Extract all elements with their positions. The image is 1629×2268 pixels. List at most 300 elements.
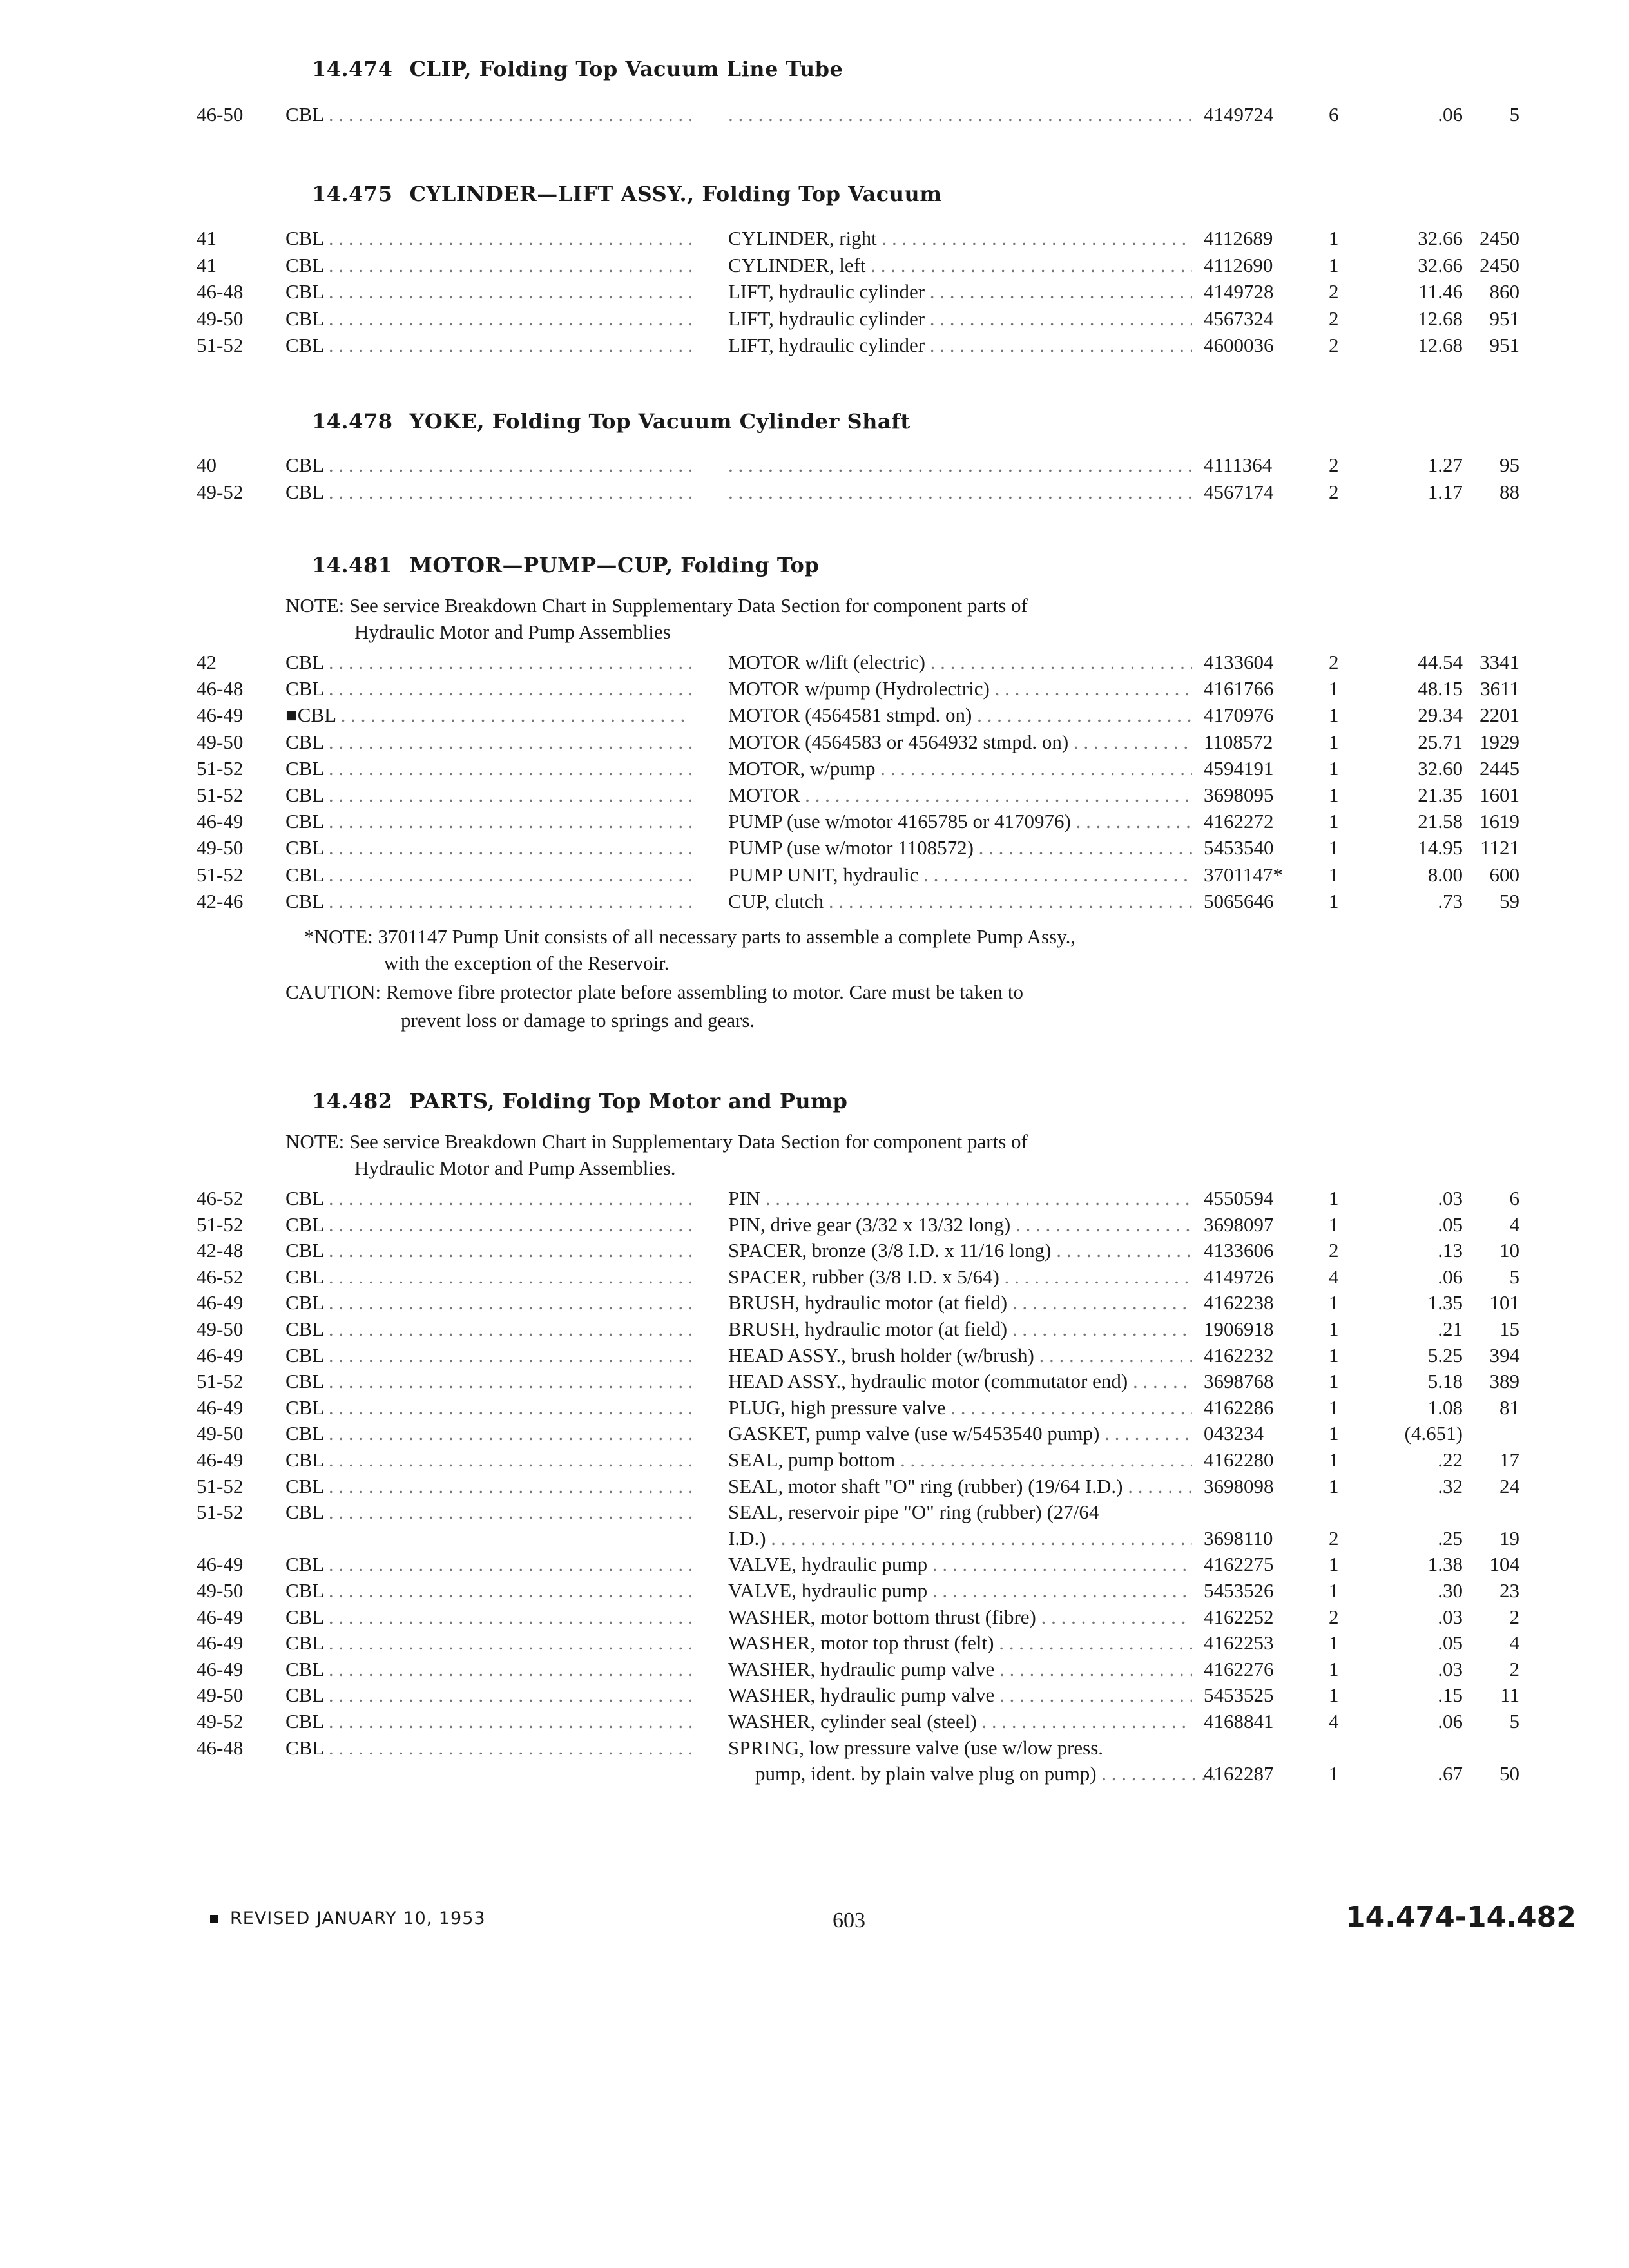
- model-years: 46-49: [197, 704, 244, 727]
- footnote: *NOTE: 3701147 Pump Unit consists of all necessary parts to assemble a complete Pump Assy.,: [304, 925, 1076, 948]
- part-number: 4133606: [1204, 1239, 1274, 1262]
- quantity: 1: [1329, 227, 1339, 249]
- weight: 2201: [1480, 704, 1519, 727]
- quantity: 2: [1329, 280, 1339, 303]
- model-years: 46-49: [197, 1631, 244, 1655]
- weight: 5: [1509, 1710, 1519, 1733]
- quantity: 1: [1329, 1370, 1339, 1393]
- model-years: 49-50: [197, 730, 244, 753]
- table-row: [0, 1631, 1629, 1658]
- part-number: 4162275: [1204, 1553, 1274, 1576]
- part-number: 4170976: [1204, 704, 1274, 727]
- body-type: CBL . . .: [285, 1213, 691, 1236]
- body-type: CBL . . .: [285, 757, 691, 780]
- part-number: 5453526: [1204, 1579, 1274, 1602]
- body-type: CBL . . .: [285, 1658, 691, 1681]
- quantity: 1: [1329, 253, 1339, 276]
- list-price: 1.38: [1427, 1553, 1463, 1576]
- weight: 951: [1489, 334, 1519, 357]
- part-description: HEAD ASSY., hydraulic motor (commutator end) . . .: [728, 1370, 1192, 1393]
- quantity: 1: [1329, 783, 1339, 806]
- part-description: SPRING, low pressure valve (use w/low press.: [728, 1736, 1104, 1759]
- part-number: 5065646: [1204, 889, 1274, 912]
- list-price: 1.08: [1427, 1396, 1463, 1419]
- body-type: CBL . . .: [285, 651, 691, 674]
- quantity: 1: [1329, 1448, 1339, 1471]
- quantity: 1: [1329, 1579, 1339, 1602]
- quantity: 1: [1329, 1343, 1339, 1367]
- weight: 59: [1499, 889, 1519, 912]
- quantity: 1: [1329, 1631, 1339, 1655]
- table-row: [0, 810, 1629, 837]
- list-price: 11.46: [1418, 280, 1463, 303]
- body-type: CBL . . .: [285, 1318, 691, 1341]
- weight: 5: [1509, 103, 1519, 126]
- list-price: .03: [1438, 1657, 1463, 1680]
- table-row: [0, 454, 1629, 481]
- list-price: 32.66: [1418, 227, 1463, 249]
- part-description: CYLINDER, right . . .: [728, 227, 1192, 250]
- weight: 1619: [1480, 810, 1519, 833]
- weight: 104: [1489, 1553, 1519, 1576]
- quantity: 1: [1329, 677, 1339, 700]
- list-price: 32.60: [1418, 756, 1463, 780]
- part-number: 4162286: [1204, 1396, 1274, 1419]
- quantity: 2: [1329, 454, 1339, 476]
- table-row: [0, 1396, 1629, 1423]
- part-number: 1906918: [1204, 1318, 1274, 1340]
- model-years: 51-52: [197, 863, 244, 886]
- model-years: 46-48: [197, 280, 244, 303]
- section-number: 14.482: [312, 1089, 393, 1113]
- list-price: .06: [1438, 1710, 1463, 1733]
- model-years: 41: [197, 227, 217, 249]
- list-price: 12.68: [1418, 307, 1463, 330]
- table-row: [0, 1291, 1629, 1318]
- part-description: pump, ident. by plain valve plug on pump) . . .: [755, 1762, 1219, 1785]
- quantity: 1: [1329, 1474, 1339, 1497]
- table-row: [0, 227, 1629, 254]
- section-heading: [312, 553, 819, 577]
- weight: 600: [1489, 863, 1519, 886]
- quantity: 1: [1329, 1396, 1339, 1419]
- list-price: .25: [1438, 1526, 1463, 1550]
- model-years: 51-52: [197, 1213, 244, 1236]
- section-heading: [312, 409, 911, 434]
- quantity: 1: [1329, 1684, 1339, 1707]
- model-years: 46-49: [197, 1553, 244, 1576]
- table-row: [0, 1527, 1629, 1554]
- part-description: CUP, clutch . . .: [728, 890, 1192, 913]
- model-years: 51-52: [197, 756, 244, 780]
- model-years: 46-49: [197, 1291, 244, 1314]
- quantity: 2: [1329, 1239, 1339, 1262]
- part-description: WASHER, hydraulic pump valve . . .: [728, 1658, 1192, 1681]
- table-row: [0, 254, 1629, 281]
- body-type: CBL . . .: [285, 334, 691, 357]
- section-note-continued: Hydraulic Motor and Pump Assemblies.: [354, 1157, 676, 1179]
- model-years: 46-48: [197, 1736, 244, 1759]
- table-row: [0, 1422, 1629, 1449]
- model-years: 46-52: [197, 1187, 244, 1209]
- table-row: [0, 1736, 1629, 1763]
- body-type: CBL . . .: [285, 1370, 691, 1393]
- weight: 1121: [1480, 836, 1519, 860]
- part-description: SEAL, motor shaft "O" ring (rubber) (19/64 I.D.) . . .: [728, 1475, 1192, 1498]
- list-price: 1.17: [1427, 480, 1463, 503]
- list-price: 21.35: [1418, 783, 1463, 806]
- quantity: 1: [1329, 1291, 1339, 1314]
- table-row: [0, 1239, 1629, 1266]
- model-years: 49-50: [197, 1579, 244, 1602]
- model-years: 51-52: [197, 783, 244, 806]
- part-number: 4567324: [1204, 307, 1274, 330]
- part-number: 4149728: [1204, 280, 1274, 303]
- list-price: .22: [1438, 1448, 1463, 1471]
- model-years: 51-52: [197, 1474, 244, 1497]
- part-description: WASHER, cylinder seal (steel) . . .: [728, 1710, 1192, 1733]
- part-description: VALVE, hydraulic pump . . .: [728, 1553, 1192, 1576]
- table-row: [0, 863, 1629, 890]
- list-price: .06: [1438, 103, 1463, 126]
- weight: 15: [1499, 1318, 1519, 1340]
- part-number: 3698110: [1204, 1526, 1273, 1550]
- list-price: 1.35: [1427, 1291, 1463, 1314]
- weight: 24: [1499, 1474, 1519, 1497]
- part-description: LIFT, hydraulic cylinder . . .: [728, 334, 1192, 357]
- weight: 2445: [1480, 756, 1519, 780]
- body-type: CBL . . .: [285, 1239, 691, 1262]
- weight: 17: [1499, 1448, 1519, 1471]
- part-description: WASHER, motor bottom thrust (fibre) . . .: [728, 1606, 1192, 1629]
- list-price: .05: [1438, 1213, 1463, 1236]
- section-note: NOTE: See service Breakdown Chart in Supplementary Data Section for component parts of: [285, 594, 1028, 617]
- revision-note: [210, 1908, 486, 1928]
- list-price: 25.71: [1418, 730, 1463, 753]
- body-type: CBL . . .: [285, 1579, 691, 1602]
- body-type: CBL . . .: [285, 103, 691, 126]
- weight: 3341: [1480, 651, 1519, 673]
- weight: 101: [1489, 1291, 1519, 1314]
- weight: 19: [1499, 1526, 1519, 1550]
- part-number: 4550594: [1204, 1187, 1274, 1209]
- table-row: [0, 103, 1629, 130]
- table-row: [0, 704, 1629, 731]
- weight: 4: [1509, 1213, 1519, 1236]
- list-price: 12.68: [1418, 334, 1463, 357]
- part-description: MOTOR . . .: [728, 783, 1192, 807]
- part-number: 4162232: [1204, 1343, 1274, 1367]
- group-range: 14.474-14.482: [1345, 1901, 1576, 1934]
- weight: 1929: [1480, 730, 1519, 753]
- part-number: 3698097: [1204, 1213, 1274, 1236]
- part-number: 4168841: [1204, 1710, 1274, 1733]
- quantity: 1: [1329, 1213, 1339, 1236]
- table-row: [0, 1684, 1629, 1711]
- model-years: 46-50: [197, 103, 244, 126]
- body-type: CBL . . .: [285, 1631, 691, 1655]
- table-row: [0, 1318, 1629, 1345]
- part-number: 3701147*: [1204, 863, 1283, 886]
- list-price: .30: [1438, 1579, 1463, 1602]
- revision-marker-icon: [210, 1915, 218, 1923]
- part-number: 4567174: [1204, 480, 1274, 503]
- part-number: 3698098: [1204, 1474, 1274, 1497]
- part-description: PUMP UNIT, hydraulic . . .: [728, 863, 1192, 887]
- quantity: 1: [1329, 1187, 1339, 1209]
- quantity: 6: [1329, 103, 1339, 126]
- list-price: .06: [1438, 1265, 1463, 1288]
- weight: 2450: [1480, 227, 1519, 249]
- part-number: 4133604: [1204, 651, 1274, 673]
- body-type: CBL . . .: [285, 677, 691, 700]
- model-years: 49-52: [197, 1710, 244, 1733]
- part-description: SEAL, pump bottom . . .: [728, 1448, 1192, 1472]
- part-number: 4112689: [1204, 227, 1273, 249]
- quantity: 1: [1329, 1318, 1339, 1340]
- table-row: [0, 1448, 1629, 1475]
- part-description: WASHER, motor top thrust (felt) . . .: [728, 1631, 1192, 1655]
- table-row: [0, 1370, 1629, 1397]
- part-description: I.D.) . . .: [728, 1527, 1192, 1550]
- quantity: 2: [1329, 480, 1339, 503]
- weight: 50: [1499, 1762, 1519, 1785]
- weight: 1601: [1480, 783, 1519, 806]
- model-years: 49-50: [197, 307, 244, 330]
- section-title: PARTS, Folding Top Motor and Pump: [409, 1089, 848, 1113]
- quantity: 1: [1329, 863, 1339, 886]
- caution-note-continued: prevent loss or damage to springs and gears.: [401, 1009, 755, 1032]
- model-years: 51-52: [197, 1370, 244, 1393]
- part-description: PUMP (use w/motor 4165785 or 4170976) . . .: [728, 810, 1192, 833]
- table-row: [0, 334, 1629, 361]
- body-type: CBL . . .: [285, 1396, 691, 1419]
- list-price: .21: [1438, 1318, 1463, 1340]
- weight: 3611: [1480, 677, 1519, 700]
- part-number: 4162287: [1204, 1762, 1274, 1785]
- quantity: 4: [1329, 1710, 1339, 1733]
- part-number: 4162272: [1204, 810, 1274, 833]
- part-description: PIN . . .: [728, 1187, 1192, 1210]
- list-price: 29.34: [1418, 704, 1463, 727]
- part-description: BRUSH, hydraulic motor (at field) . . .: [728, 1291, 1192, 1314]
- part-description: MOTOR (4564581 stmpd. on) . . .: [728, 704, 1192, 727]
- list-price: 48.15: [1418, 677, 1463, 700]
- list-price: .03: [1438, 1605, 1463, 1628]
- table-row: [0, 1658, 1629, 1685]
- weight: 6: [1509, 1187, 1519, 1209]
- body-type: CBL . . .: [285, 454, 691, 477]
- model-years: 41: [197, 253, 217, 276]
- model-years: 46-52: [197, 1265, 244, 1288]
- quantity: 2: [1329, 1605, 1339, 1628]
- section-note-continued: Hydraulic Motor and Pump Assemblies: [354, 620, 671, 643]
- model-years: 42-46: [197, 889, 244, 912]
- part-number: 4149726: [1204, 1265, 1274, 1288]
- weight: 389: [1489, 1370, 1519, 1393]
- model-years: 46-49: [197, 1605, 244, 1628]
- weight: 5: [1509, 1265, 1519, 1288]
- model-years: 46-49: [197, 1657, 244, 1680]
- list-price: 21.58: [1418, 810, 1463, 833]
- quantity: 1: [1329, 704, 1339, 727]
- revision-date: REVISED JANUARY 10, 1953: [230, 1908, 486, 1928]
- list-price: .15: [1438, 1684, 1463, 1707]
- part-description: [728, 481, 1192, 504]
- part-description: MOTOR w/pump (Hydrolectric) . . .: [728, 677, 1192, 700]
- body-type: CBL . . .: [285, 1187, 691, 1210]
- model-years: 42-48: [197, 1239, 244, 1262]
- list-price: 1.27: [1427, 454, 1463, 476]
- body-type: CBL . . .: [285, 1422, 691, 1445]
- table-row: [0, 280, 1629, 307]
- table-row: [0, 731, 1629, 758]
- page-number: 603: [833, 1908, 865, 1932]
- part-description: GASKET, pump valve (use w/5453540 pump) . . .: [728, 1422, 1192, 1445]
- part-number: 4149724: [1204, 103, 1274, 126]
- table-row: [0, 651, 1629, 678]
- quantity: 1: [1329, 810, 1339, 833]
- section-title: YOKE, Folding Top Vacuum Cylinder Shaft: [409, 409, 911, 434]
- body-type: CBL . . .: [285, 1736, 691, 1760]
- body-type: CBL . . .: [285, 307, 691, 331]
- quantity: 2: [1329, 651, 1339, 673]
- list-price: .67: [1438, 1762, 1463, 1785]
- body-type: CBL . . .: [285, 254, 691, 277]
- weight: 81: [1499, 1396, 1519, 1419]
- body-type: ■CBL . . .: [285, 704, 691, 727]
- body-type: CBL . . .: [285, 863, 691, 887]
- body-type: CBL . . .: [285, 810, 691, 833]
- table-row: [0, 1579, 1629, 1606]
- model-years: 49-50: [197, 1684, 244, 1707]
- part-number: 1108572: [1204, 730, 1273, 753]
- list-price: 32.66: [1418, 253, 1463, 276]
- weight: 88: [1499, 480, 1519, 503]
- section-number: 14.474: [312, 57, 393, 81]
- weight: 2: [1509, 1605, 1519, 1628]
- weight: 860: [1489, 280, 1519, 303]
- section-heading: [312, 57, 843, 81]
- list-price: .73: [1438, 889, 1463, 912]
- quantity: 1: [1329, 889, 1339, 912]
- part-description: HEAD ASSY., brush holder (w/brush) . . .: [728, 1344, 1192, 1367]
- part-number: 3698095: [1204, 783, 1274, 806]
- table-row: [0, 1344, 1629, 1371]
- quantity: 2: [1329, 334, 1339, 357]
- model-years: 49-52: [197, 480, 244, 503]
- list-price: 8.00: [1427, 863, 1463, 886]
- list-price: .13: [1438, 1239, 1463, 1262]
- list-price: 5.18: [1427, 1370, 1463, 1393]
- part-number: 4594191: [1204, 756, 1274, 780]
- part-number: 4111364: [1204, 454, 1273, 476]
- model-years: 40: [197, 454, 217, 476]
- part-description: PUMP (use w/motor 1108572) . . .: [728, 836, 1192, 860]
- body-type: CBL . . .: [285, 1553, 691, 1576]
- part-description: VALVE, hydraulic pump . . .: [728, 1579, 1192, 1602]
- section-heading: [312, 182, 942, 206]
- quantity: 1: [1329, 756, 1339, 780]
- part-number: 4161766: [1204, 677, 1274, 700]
- body-type: CBL . . .: [285, 783, 691, 807]
- table-row: [0, 1187, 1629, 1214]
- weight: 95: [1499, 454, 1519, 476]
- part-number: 4162238: [1204, 1291, 1274, 1314]
- body-type: CBL . . .: [285, 481, 691, 504]
- quantity: 1: [1329, 836, 1339, 860]
- table-row: [0, 757, 1629, 784]
- list-price: .03: [1438, 1187, 1463, 1209]
- part-description: WASHER, hydraulic pump valve . . .: [728, 1684, 1192, 1707]
- table-row: [0, 677, 1629, 704]
- table-row: [0, 1501, 1629, 1528]
- table-row: [0, 481, 1629, 508]
- section-title: CLIP, Folding Top Vacuum Line Tube: [409, 57, 843, 81]
- part-description: SPACER, bronze (3/8 I.D. x 11/16 long) . . .: [728, 1239, 1192, 1262]
- part-number: 5453525: [1204, 1684, 1274, 1707]
- weight: 394: [1489, 1343, 1519, 1367]
- table-row: [0, 1606, 1629, 1633]
- model-years: 46-49: [197, 810, 244, 833]
- weight: 2: [1509, 1657, 1519, 1680]
- body-type: CBL . . .: [285, 1448, 691, 1472]
- model-years: 46-49: [197, 1448, 244, 1471]
- table-row: [0, 1762, 1629, 1789]
- model-years: 49-50: [197, 836, 244, 860]
- part-description: [728, 454, 1192, 477]
- list-price: .32: [1438, 1474, 1463, 1497]
- section-number: 14.481: [312, 553, 393, 577]
- part-description: CYLINDER, left . . .: [728, 254, 1192, 277]
- body-type: CBL . . .: [285, 280, 691, 303]
- quantity: 2: [1329, 1526, 1339, 1550]
- quantity: 1: [1329, 1422, 1339, 1445]
- part-description: SPACER, rubber (3/8 I.D. x 5/64) . . .: [728, 1265, 1192, 1289]
- part-number: 5453540: [1204, 836, 1274, 860]
- section-note: NOTE: See service Breakdown Chart in Supplementary Data Section for component parts of: [285, 1130, 1028, 1153]
- part-number: 4112690: [1204, 253, 1273, 276]
- section-number: 14.478: [312, 409, 393, 434]
- body-type: CBL . . .: [285, 1475, 691, 1498]
- table-row: [0, 307, 1629, 334]
- part-description: LIFT, hydraulic cylinder . . .: [728, 280, 1192, 303]
- weight: 2450: [1480, 253, 1519, 276]
- part-number: 043234: [1204, 1422, 1264, 1445]
- table-row: [0, 836, 1629, 863]
- part-description: MOTOR w/lift (electric) . . .: [728, 651, 1192, 674]
- model-years: 46-49: [197, 1343, 244, 1367]
- body-type: CBL . . .: [285, 1291, 691, 1314]
- list-price: 5.25: [1427, 1343, 1463, 1367]
- weight: 4: [1509, 1631, 1519, 1655]
- list-price: 14.95: [1418, 836, 1463, 860]
- table-row: [0, 1265, 1629, 1293]
- part-description: SEAL, reservoir pipe "O" ring (rubber) (27/64: [728, 1501, 1099, 1524]
- quantity: 1: [1329, 730, 1339, 753]
- part-description: BRUSH, hydraulic motor (at field) . . .: [728, 1318, 1192, 1341]
- body-type: CBL . . .: [285, 1710, 691, 1733]
- model-years: 49-50: [197, 1422, 244, 1445]
- section-number: 14.475: [312, 182, 393, 206]
- caution-note: CAUTION: Remove fibre protector plate before assembling to motor. Care must be taken to: [285, 981, 1023, 1003]
- body-type: CBL . . .: [285, 1501, 691, 1524]
- body-type: CBL . . .: [285, 1265, 691, 1289]
- weight: 11: [1500, 1684, 1519, 1707]
- part-description: MOTOR (4564583 or 4564932 stmpd. on) . . .: [728, 731, 1192, 754]
- body-type: CBL . . .: [285, 731, 691, 754]
- table-row: [0, 1553, 1629, 1580]
